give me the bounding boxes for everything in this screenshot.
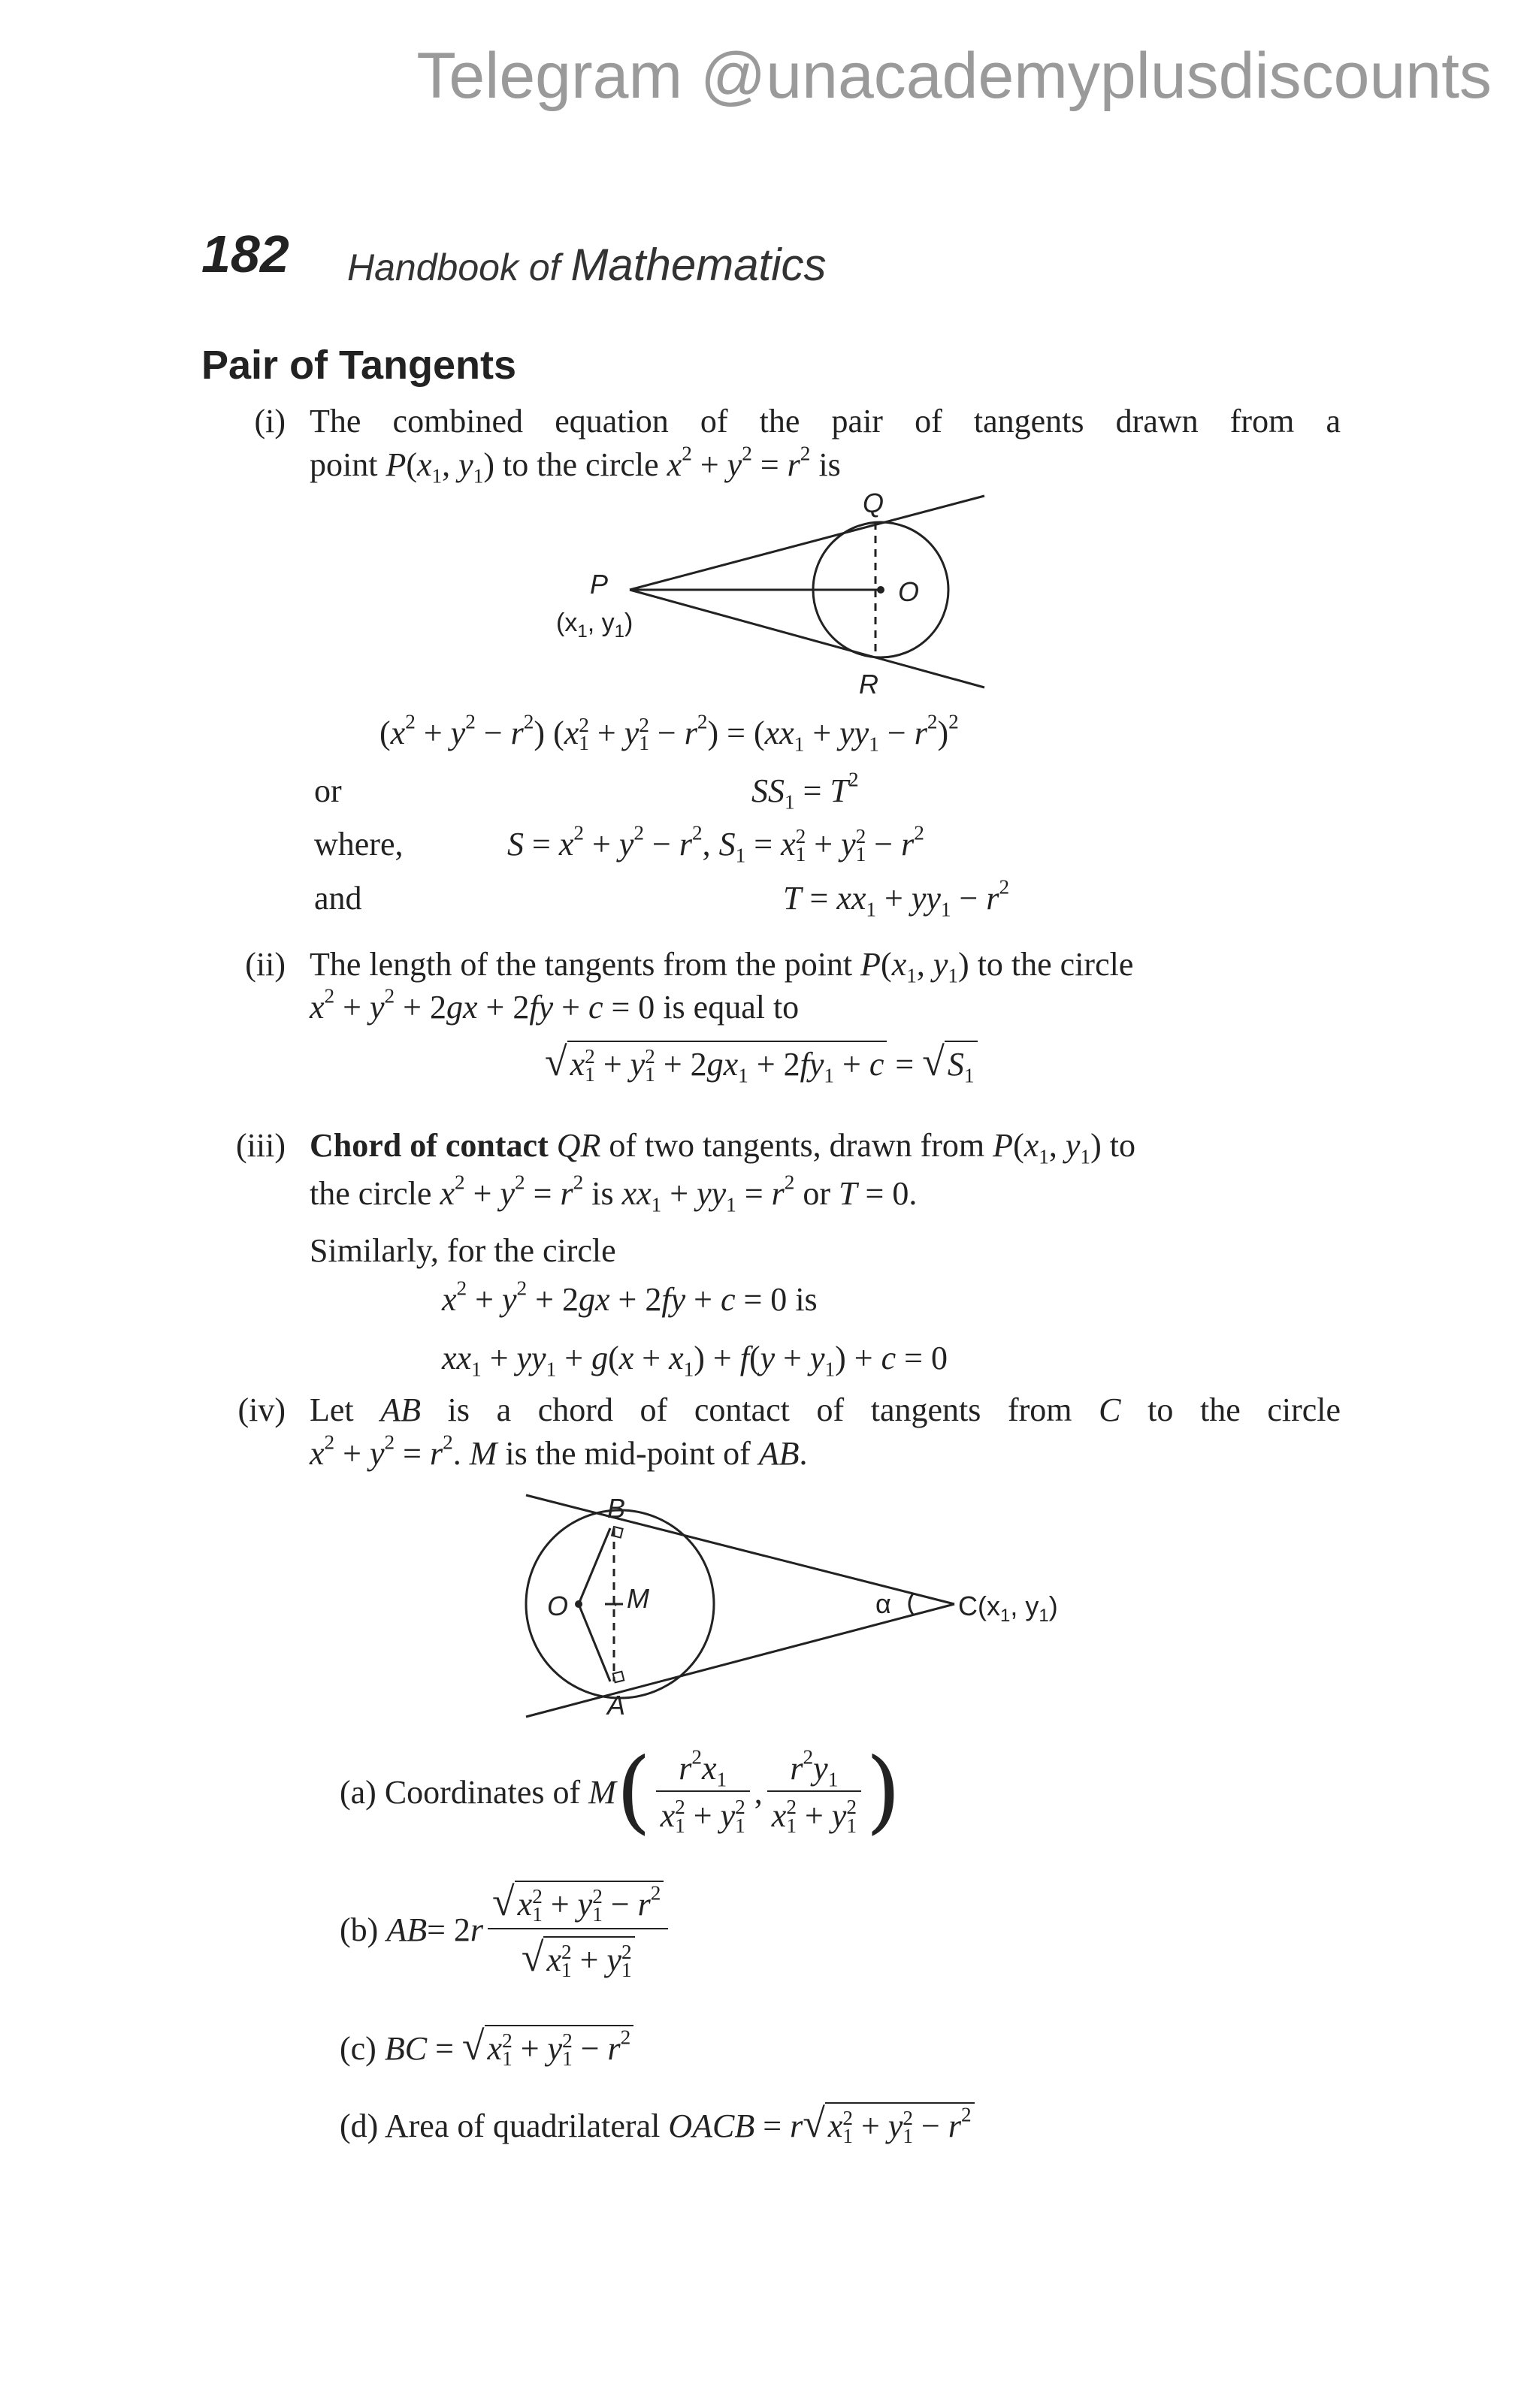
- label-R: R: [859, 669, 878, 699]
- equation-T-def: $T = xx_1 + yy_1 - r^2$: [783, 875, 1010, 921]
- sub-item-c: (c) BC = √x 2 1 + y 2 1 − $r^2$: [340, 2023, 633, 2069]
- item-ii-line1: The length of the tangents from the point $P(x_1$, $y_1$) to the circle: [310, 946, 1134, 987]
- label-M: M: [627, 1583, 649, 1614]
- book-title-small: Handbook of: [347, 246, 561, 289]
- item-iv-line1: Let AB is a chord of contact of tangents from C to the circle: [310, 1391, 1341, 1428]
- item-i-line2: point $P(x_1$, $y_1$) to the circle $x^2 + y^2 = r^2$ is: [310, 442, 841, 488]
- pair-of-tangents-figure: [526, 481, 1007, 706]
- page-number: 182: [201, 225, 289, 283]
- or-label: or: [314, 772, 342, 809]
- item-iii-line1: Chord of contact QR of two tangents, drawn from $P(x_1$, $y_1$) to: [310, 1127, 1135, 1168]
- label-P-coords: ($x_1$, $y_1$): [556, 609, 633, 642]
- and-label: and: [314, 880, 362, 917]
- equation-general-circle: $x^2 + y^2 + 2gx + 2fy + c = 0$ is: [442, 1277, 818, 1318]
- label-O: O: [898, 576, 920, 607]
- radius-OB: [579, 1528, 610, 1604]
- center-point: [575, 1600, 582, 1608]
- sub-item-d: (d) Area of quadrilateral OACB = r√x 2 1 + y 2 1 − $r^2$: [340, 2100, 975, 2147]
- label-P: P: [590, 569, 609, 600]
- tangent-line-PQ: [630, 496, 984, 590]
- sub-item-b: (b) AB = 2 r √x 2 1 + y 2 1 − $r^2$ √x 2 1 + y 2 1: [340, 1878, 673, 1980]
- chord-of-contact-figure: [466, 1480, 1082, 1736]
- equation-combined: $(x^2 + y^2 - r^2)$ (x 2 1 + y 2 1 − $r^2) = (xx_1 + yy_1 - r^2)^2$: [379, 710, 959, 756]
- sub-item-a: (a) Coordinates of M ( $r^2x_1$ x 2 1 + y 2 1 , $r^2y_1$ x 2 1 + y 2 1 ): [340, 1739, 901, 1844]
- item-ii-line2: $x^2 + y^2 + 2gx + 2fy + c = 0$ is equal to: [310, 984, 800, 1026]
- center-point: [877, 586, 884, 594]
- label-B: B: [607, 1493, 626, 1524]
- watermark: Telegram @unacademyplusdiscounts: [416, 40, 1492, 112]
- item-i-line1: The combined equation of the pair of tangents drawn from a: [310, 403, 1341, 440]
- label-alpha: α: [875, 1588, 891, 1619]
- where-label: where,: [314, 826, 404, 863]
- label-C-coords: $C(x_1$, $y_1$): [958, 1591, 1058, 1626]
- equation-S-def: $S = x^2 + y^2 - r^2$, $S_1 = x$ 2 1 + y 2 1 − $r^2$: [507, 821, 924, 867]
- equation-tangent-length: √x 2 1 + y 2 1 + $2gx_1 + 2fy_1 + c = √S_1$: [545, 1038, 978, 1085]
- item-label-iv: (iv): [237, 1391, 286, 1428]
- item-iv-line2: $x^2 + y^2 = r^2$. M is the mid-point of AB.: [310, 1431, 808, 1472]
- item-label-ii: (ii): [245, 946, 286, 983]
- section-title: Pair of Tangents: [201, 343, 517, 388]
- book-title-big: Mathematics: [570, 240, 827, 290]
- angle-arc: [909, 1594, 913, 1615]
- item-iii-similarly: Similarly, for the circle: [310, 1232, 616, 1269]
- equation-SS1: $SS_1 = T^2$: [751, 768, 859, 814]
- equation-chord-general: $xx_1 + yy_1 + g(x + x_1) + f(y + y_1) + c = 0$: [442, 1340, 948, 1381]
- label-Q: Q: [863, 488, 884, 518]
- item-label-iii: (iii): [236, 1127, 286, 1164]
- tangent-line-CA: [526, 1604, 954, 1717]
- tangent-line-PR: [630, 590, 984, 687]
- book-title: [347, 239, 827, 291]
- item-iii-line2: the circle $x^2 + y^2 = r^2$ is $xx_1 + yy_1 = r^2$ or T = 0.: [310, 1171, 918, 1216]
- item-label-i: (i): [254, 403, 286, 440]
- radius-OA: [579, 1604, 610, 1681]
- label-O: O: [547, 1591, 569, 1621]
- label-A: A: [607, 1690, 626, 1721]
